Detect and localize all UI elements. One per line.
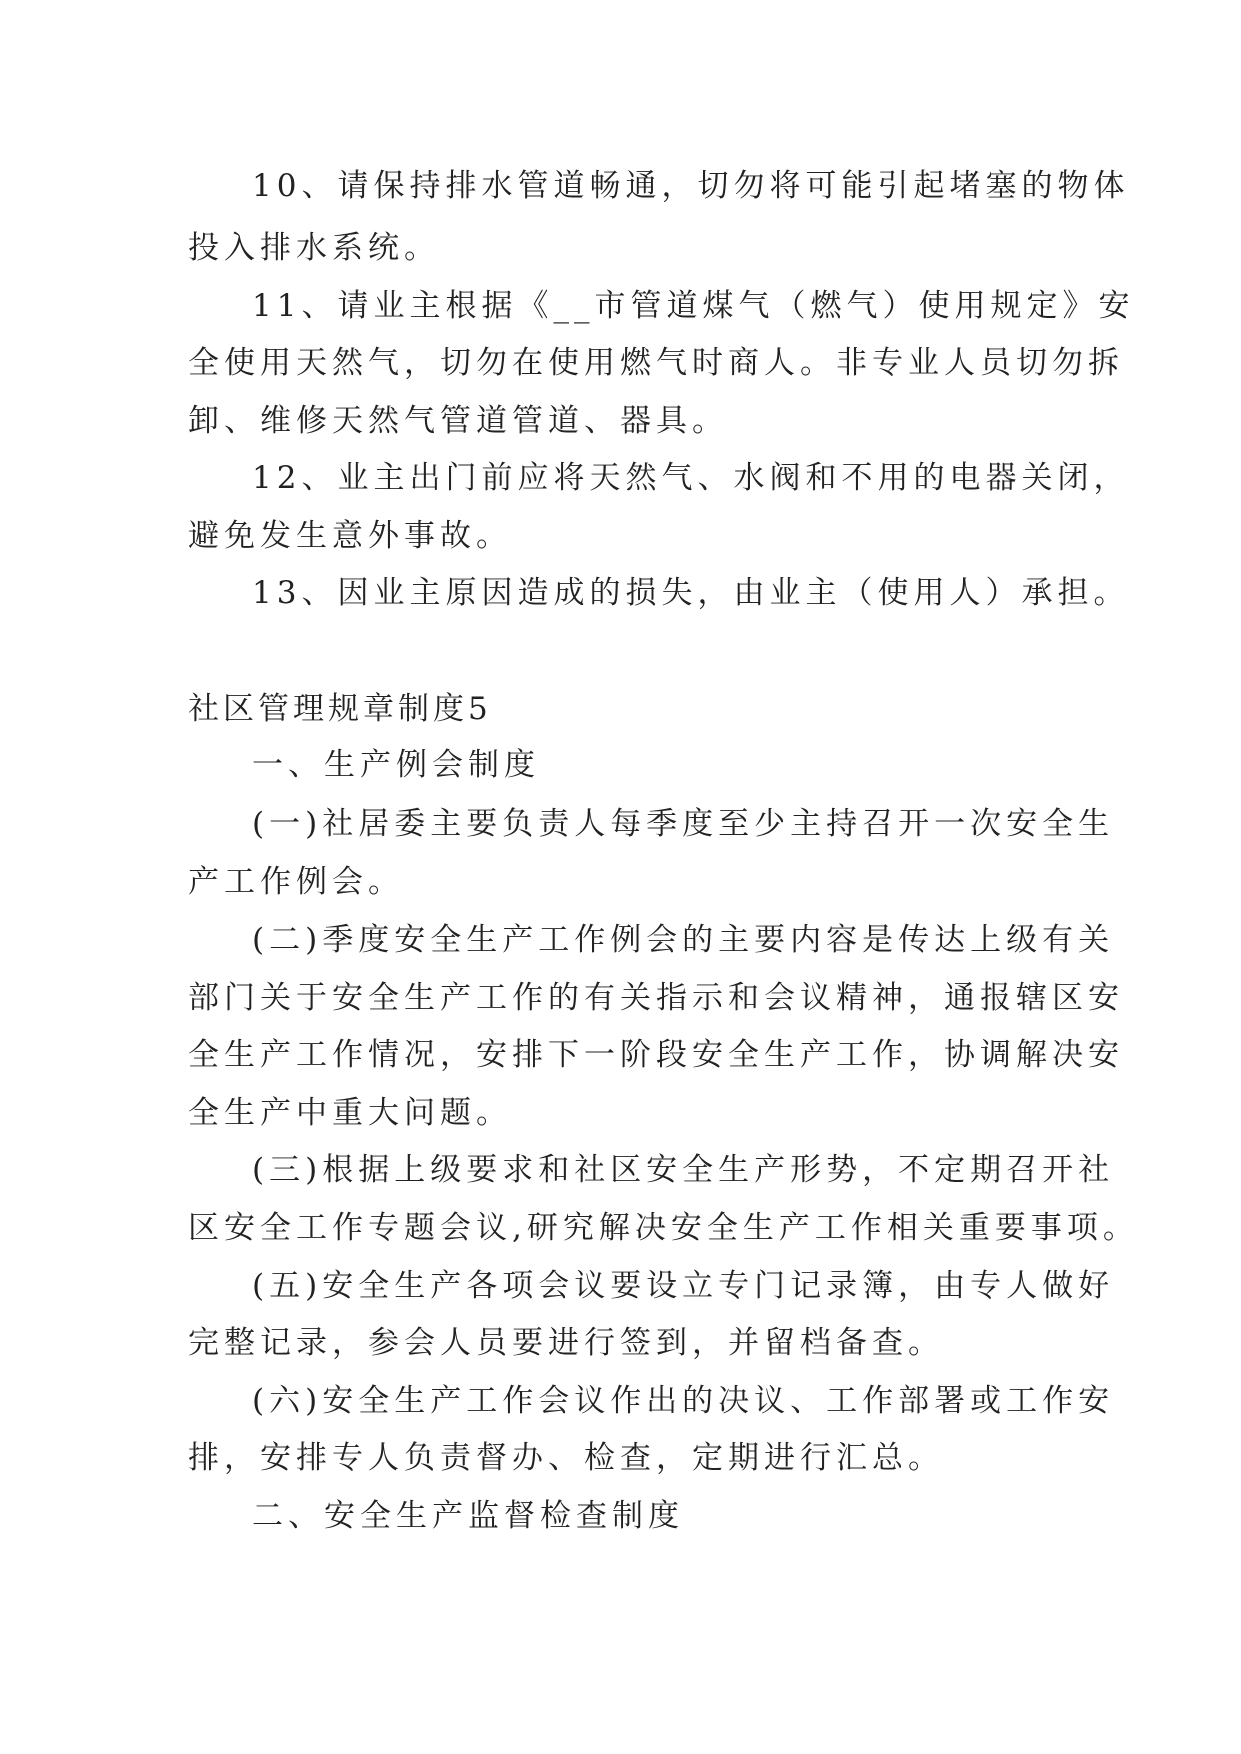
- paragraph-10-line-2: 投入排水系统。: [188, 230, 440, 266]
- item-5-line-1: (五)安全生产各项会议要设立专门记录簿，由专人做好: [252, 1268, 1115, 1304]
- paragraph-10-line-1: 10、请保持排水管道畅通，切勿将可能引起堵塞的物体: [252, 168, 1130, 204]
- paragraph-11-line-3: 卸、维修天然气管道管道、器具。: [188, 403, 728, 439]
- item-1-line-1: (一)社居委主要负责人每季度至少主持召开一次安全生: [252, 806, 1115, 842]
- paragraph-12-line-1: 12、业主出门前应将天然气、水阀和不用的电器关闭，: [252, 460, 1130, 496]
- item-3-line-2: 区安全工作专题会议,研究解决安全生产工作相关重要事项。: [188, 1210, 1139, 1246]
- item-5-line-2: 完整记录，参会人员要进行签到，并留档备查。: [188, 1325, 944, 1361]
- item-1-line-2: 产工作例会。: [188, 864, 404, 900]
- paragraph-12-line-2: 避免发生意外事故。: [188, 518, 512, 554]
- paragraph-11-line-1: 11、请业主根据《__市管道煤气（燃气）使用规定》安: [252, 288, 1135, 324]
- subsection-heading-1: 一、生产例会制度: [252, 747, 540, 783]
- paragraph-13-line-1: 13、因业主原因造成的损失，由业主（使用人）承担。: [252, 575, 1130, 611]
- item-6-line-1: (六)安全生产工作会议作出的决议、工作部署或工作安: [252, 1383, 1115, 1419]
- subsection-heading-2: 二、安全生产监督检查制度: [252, 1498, 684, 1534]
- paragraph-11-line-2: 全使用天然气，切勿在使用燃气时商人。非专业人员切勿拆: [188, 345, 1124, 381]
- item-3-line-1: (三)根据上级要求和社区安全生产形势，不定期召开社: [252, 1152, 1115, 1188]
- item-2-line-2: 部门关于安全生产工作的有关指示和会议精神，通报辖区安: [188, 980, 1124, 1016]
- item-2-line-1: (二)季度安全生产工作例会的主要内容是传达上级有关: [252, 922, 1115, 958]
- item-6-line-2: 排，安排专人负责督办、检查，定期进行汇总。: [188, 1440, 944, 1476]
- section-title: 社区管理规章制度5: [188, 691, 492, 727]
- item-2-line-4: 全生产中重大问题。: [188, 1095, 512, 1131]
- item-2-line-3: 全生产工作情况，安排下一阶段安全生产工作，协调解决安: [188, 1037, 1124, 1073]
